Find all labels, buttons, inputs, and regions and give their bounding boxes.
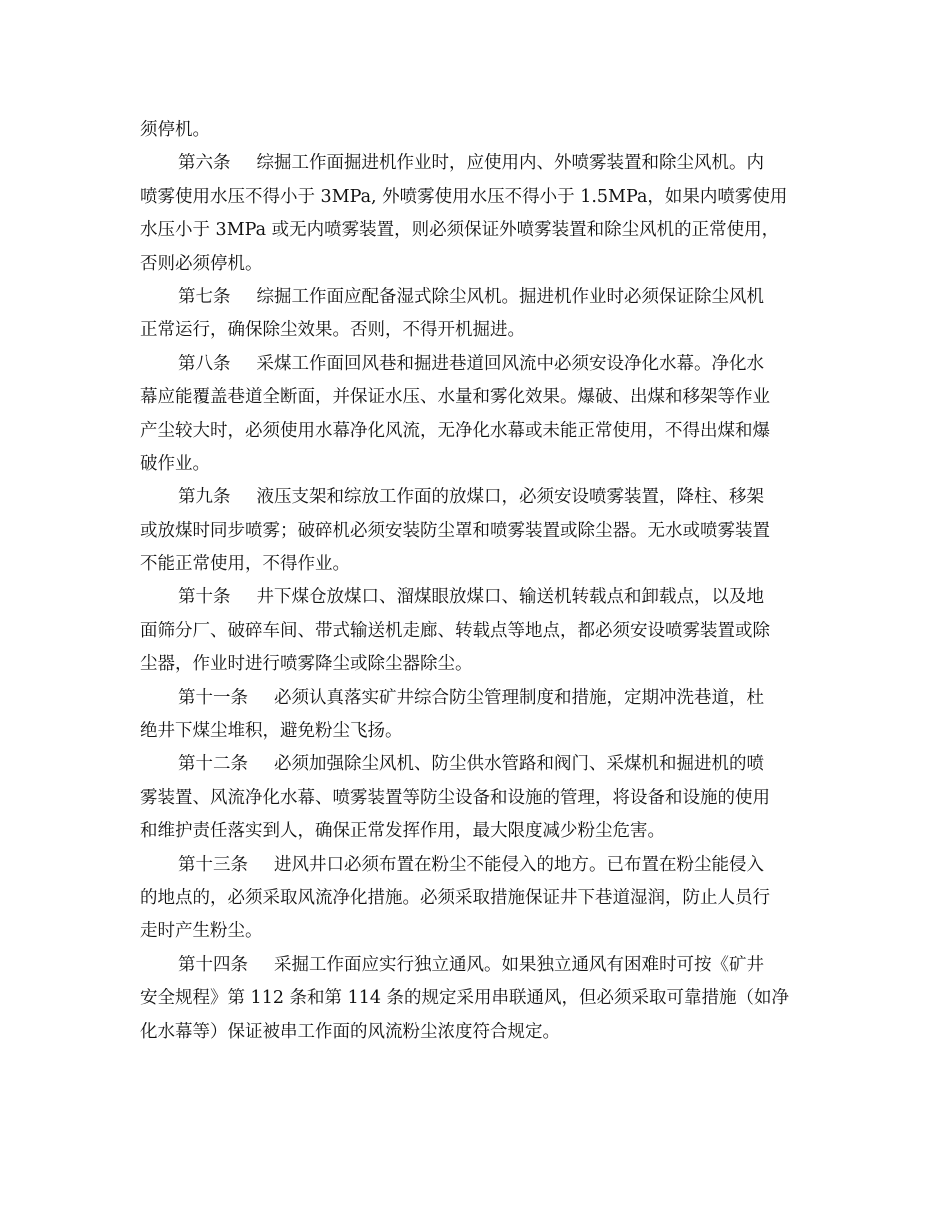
article-first-line — [140, 748, 810, 781]
line-text: 正常运行，确保除尘效果。否则，不得开机掘进。 — [140, 320, 525, 341]
line-text: 进风井口必须布置在粉尘不能侵入的地方。已布置在粉尘能侵入 — [274, 854, 764, 875]
line-text: 综掘工作面应配备湿式除尘风机。掘进机作业时必须保证除尘风机 — [256, 286, 764, 307]
line-text: 安全规程》第 112 条和第 114 条的规定采用串联通风，但必须采取可靠措施（如净 — [140, 988, 790, 1009]
line-text: 须停机。 — [140, 120, 210, 140]
article-number: 第十二条 — [178, 754, 248, 775]
article-number: 第十四条 — [178, 954, 248, 975]
line-text: 幕应能覆盖巷道全断面，并保证水压、水量和雾化效果。爆破、出煤和移架等作业 — [140, 387, 770, 408]
line-text: 的地点的，必须采取风流净化措施。必须采取措施保证井下巷道湿润，防止人员行 — [140, 887, 770, 908]
article-number: 第六条 — [178, 153, 231, 174]
text-line — [140, 648, 810, 681]
line-text: 井下煤仓放煤口、溜煤眼放煤口、输送机转载点和卸载点，以及地 — [256, 587, 764, 608]
document-body — [140, 114, 810, 1049]
line-text: 产尘较大时，必须使用水幕净化风流，无净化水幕或未能正常使用，不得出煤和爆 — [140, 420, 770, 441]
text-line — [140, 1016, 810, 1049]
article-number: 第十一条 — [178, 687, 248, 708]
line-text: 否则必须停机。 — [140, 253, 263, 274]
article-first-line — [140, 949, 810, 982]
article-first-line — [140, 581, 810, 614]
text-line — [140, 214, 810, 247]
text-line — [140, 615, 810, 648]
line-text: 破作业。 — [140, 453, 210, 474]
text-line — [140, 415, 810, 448]
line-text: 和维护责任落实到人，确保正常发挥作用，最大限度减少粉尘危害。 — [140, 821, 665, 842]
line-text: 绝井下煤尘堆积，避免粉尘飞扬。 — [140, 721, 403, 742]
article-first-line — [140, 481, 810, 514]
line-text: 综掘工作面掘进机作业时，应使用内、外喷雾装置和除尘风机。内 — [256, 153, 764, 174]
line-text: 或放煤时同步喷雾；破碎机必须安装防尘罩和喷雾装置或除尘器。无水或喷雾装置 — [140, 520, 770, 541]
line-text: 采掘工作面应实行独立通风。如果独立通风有困难时可按《矿井 — [274, 954, 764, 975]
text-line — [140, 381, 810, 414]
line-text: 液压支架和综放工作面的放煤口，必须安设喷雾装置，降柱、移架 — [256, 487, 764, 508]
text-line — [140, 982, 810, 1015]
text-line — [140, 448, 810, 481]
line-text: 不能正常使用，不得作业。 — [140, 554, 350, 575]
line-text: 走时产生粉尘。 — [140, 921, 263, 942]
text-line — [140, 248, 810, 281]
line-text: 雾装置、风流净化水幕、喷雾装置等防尘设备和设施的管理，将设备和设施的使用 — [140, 787, 770, 808]
text-line — [140, 715, 810, 748]
text-line — [140, 114, 810, 147]
line-text: 喷雾使用水压不得小于 3MPa, 外喷雾使用水压不得小于 1.5MPa，如果内喷雾使用 — [140, 186, 788, 207]
text-line — [140, 515, 810, 548]
line-text: 尘器，作业时进行喷雾降尘或除尘器除尘。 — [140, 654, 473, 675]
text-line — [140, 882, 810, 915]
text-line — [140, 181, 810, 214]
article-first-line — [140, 849, 810, 882]
article-number: 第十条 — [178, 587, 231, 608]
text-line — [140, 782, 810, 815]
article-first-line — [140, 281, 810, 314]
line-text: 必须加强除尘风机、防尘供水管路和阀门、采煤机和掘进机的喷 — [274, 754, 764, 775]
article-first-line — [140, 682, 810, 715]
line-text: 水压小于 3MPa 或无内喷雾装置，则必须保证外喷雾装置和除尘风机的正常使用， — [140, 220, 780, 241]
article-number: 第八条 — [178, 353, 231, 374]
article-first-line — [140, 348, 810, 381]
article-first-line — [140, 147, 810, 180]
article-number: 第十三条 — [178, 854, 248, 875]
line-text: 必须认真落实矿井综合防尘管理制度和措施，定期冲洗巷道，杜 — [274, 687, 764, 708]
text-line — [140, 548, 810, 581]
line-text: 采煤工作面回风巷和掘进巷道回风流中必须安设净化水幕。净化水 — [256, 353, 764, 374]
article-number: 第九条 — [178, 487, 231, 508]
article-number: 第七条 — [178, 286, 231, 307]
text-line — [140, 915, 810, 948]
line-text: 化水幕等）保证被串工作面的风流粉尘浓度符合规定。 — [140, 1021, 560, 1042]
text-line — [140, 815, 810, 848]
text-line — [140, 314, 810, 347]
line-text: 面筛分厂、破碎车间、带式输送机走廊、转载点等地点，都必须安设喷雾装置或除 — [140, 620, 770, 641]
